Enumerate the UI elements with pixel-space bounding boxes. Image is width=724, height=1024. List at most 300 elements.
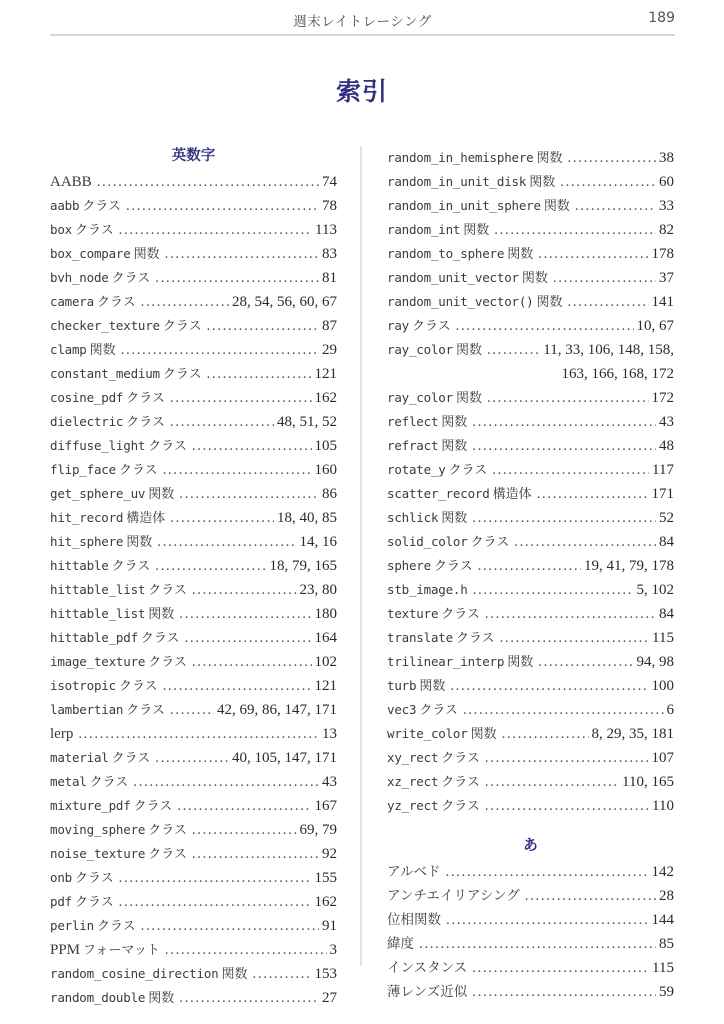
index-entry-pages: 141 xyxy=(651,294,674,310)
index-entry[interactable] xyxy=(387,932,674,956)
index-entry-pages: 28, 54, 56, 60, 67 xyxy=(232,294,337,310)
index-entry[interactable] xyxy=(50,314,337,338)
running-head-title: 週末レイトレーシング xyxy=(293,14,432,30)
dot-leader xyxy=(492,458,649,474)
index-entry-kind: 構造体 xyxy=(126,511,166,526)
index-entry-pages: 92 xyxy=(322,846,337,862)
dot-leader xyxy=(192,842,319,858)
dot-leader xyxy=(487,338,540,354)
dot-leader xyxy=(119,866,312,882)
index-entry[interactable] xyxy=(387,650,674,674)
index-entry-pages: 167 xyxy=(314,798,337,814)
index-entry-kind: クラス xyxy=(133,799,173,814)
index-entry-pages: 29 xyxy=(322,342,337,358)
index-entry[interactable] xyxy=(50,506,337,530)
index-entry-term: write_color xyxy=(387,726,468,741)
index-entry-pages: 180 xyxy=(314,606,337,622)
index-entry-term: ray xyxy=(387,318,409,333)
dot-leader xyxy=(485,770,619,786)
index-entry-term: 位相関数 xyxy=(387,912,441,928)
dot-leader xyxy=(163,458,312,474)
index-entry-pages: 115 xyxy=(652,960,674,976)
page-title: 索引 xyxy=(335,77,388,106)
index-entry-term: ray_color xyxy=(387,390,453,405)
index-entry[interactable] xyxy=(387,266,674,290)
index-entry-term: onb xyxy=(50,870,72,885)
index-entry-kind: 関数 xyxy=(148,487,175,502)
index-entry-pages: 113 xyxy=(315,222,337,238)
dot-leader xyxy=(485,746,649,762)
index-entry-list-left xyxy=(50,170,337,1010)
dot-leader xyxy=(514,530,656,546)
index-entry-pages: 102 xyxy=(314,654,337,670)
index-entry-kind: クラス xyxy=(82,199,121,214)
index-entry-kind: 関数 xyxy=(221,967,248,982)
index-entry[interactable] xyxy=(387,410,674,434)
index-entry-kind: クラス xyxy=(126,391,165,406)
dot-leader xyxy=(207,362,312,378)
index-entry-pages: 78 xyxy=(322,198,337,214)
index-entry-term: random_cosine_direction xyxy=(50,966,219,981)
index-entry[interactable] xyxy=(387,290,674,314)
index-entry[interactable] xyxy=(387,458,674,482)
index-entry-term: yz_rect xyxy=(387,798,439,813)
index-entry[interactable] xyxy=(387,218,674,242)
index-entry-pages: 110, 165 xyxy=(622,774,674,790)
index-entry-pages: 162 xyxy=(314,894,337,910)
dot-leader xyxy=(141,914,319,930)
index-entry[interactable] xyxy=(50,338,337,362)
dot-leader xyxy=(472,506,656,522)
header-rule xyxy=(50,34,675,36)
index-entry[interactable] xyxy=(50,650,337,674)
index-entry-pages: 82 xyxy=(659,222,674,238)
dot-leader xyxy=(133,770,319,786)
dot-leader xyxy=(155,746,229,762)
index-entry-kind: クラス xyxy=(441,751,480,766)
dot-leader xyxy=(179,986,319,1002)
index-entry-pages: 3 xyxy=(329,942,337,958)
index-entry-kind: クラス xyxy=(148,655,187,670)
index-entry-kind: クラス xyxy=(411,319,451,334)
index-entry-list-right-bottom xyxy=(387,860,674,1004)
index-entry-term: lerp xyxy=(50,726,74,742)
dot-leader xyxy=(472,434,656,450)
index-entry-pages: 155 xyxy=(314,870,337,886)
index-entry-kind: クラス xyxy=(96,295,136,310)
index-entry-term: AABB xyxy=(50,174,92,190)
index-entry[interactable] xyxy=(387,674,674,698)
index-entry[interactable] xyxy=(50,530,337,554)
index-entry-kind: クラス xyxy=(111,559,151,574)
index-entry-kind: クラス xyxy=(162,367,202,382)
index-entry[interactable] xyxy=(50,266,337,290)
index-entry-pages: 18, 79, 165 xyxy=(269,558,337,574)
index-entry[interactable] xyxy=(387,770,674,794)
index-entry-pages: 110 xyxy=(652,798,674,814)
index-entry[interactable] xyxy=(50,434,337,458)
index-entry[interactable] xyxy=(387,482,674,506)
index-entry-kind: クラス xyxy=(148,847,187,862)
index-entry-term: perlin xyxy=(50,918,94,933)
index-entry-kind: クラス xyxy=(140,631,180,646)
column-divider xyxy=(360,146,362,966)
index-entry-pages: 59 xyxy=(659,984,674,1000)
index-entry-term: random_in_unit_disk xyxy=(387,174,527,189)
index-entry-kind: 関数 xyxy=(133,247,160,262)
index-column-left xyxy=(50,146,337,1010)
index-entry-kind: クラス xyxy=(148,583,187,598)
index-entry-kind: クラス xyxy=(455,631,495,646)
index-entry-pages: 18, 40, 85 xyxy=(277,510,337,526)
index-entry-term: scatter_record xyxy=(387,486,490,501)
index-entry-pages: 144 xyxy=(651,912,674,928)
section-heading-a: あ xyxy=(523,838,538,854)
index-entry[interactable] xyxy=(387,554,674,578)
index-entry-kind: 関数 xyxy=(536,151,563,166)
index-entry[interactable] xyxy=(387,746,674,770)
dot-leader xyxy=(485,602,656,618)
index-entry-pages: 121 xyxy=(314,678,337,694)
index-entry-kind: クラス xyxy=(419,703,458,718)
index-entry[interactable] xyxy=(50,554,337,578)
index-entry-kind: クラス xyxy=(96,919,136,934)
index-entry-pages: 87 xyxy=(322,318,337,334)
index-entry-pages: 40, 105, 147, 171 xyxy=(232,750,337,766)
dot-leader xyxy=(473,578,634,594)
index-entry[interactable] xyxy=(50,578,337,602)
index-entry-pages: 48 xyxy=(659,438,674,454)
index-entry[interactable] xyxy=(50,698,337,722)
index-entry-term: texture xyxy=(387,606,439,621)
dot-leader xyxy=(155,266,319,282)
index-entry-pages: 43 xyxy=(659,414,674,430)
index-entry-pages: 85 xyxy=(659,936,674,952)
index-entry[interactable] xyxy=(50,482,337,506)
dot-leader xyxy=(165,938,327,954)
index-entry-pages: 52 xyxy=(659,510,674,526)
index-entry[interactable] xyxy=(387,194,674,218)
index-entry-kind: 関数 xyxy=(455,343,482,358)
index-entry-term: moving_sphere xyxy=(50,822,146,837)
index-entry[interactable] xyxy=(387,314,674,338)
index-entry[interactable] xyxy=(50,242,337,266)
index-entry-term: image_texture xyxy=(50,654,146,669)
index-entry-kind: クラス xyxy=(148,823,187,838)
index-entry-term: 緯度 xyxy=(387,936,414,952)
index-entry[interactable] xyxy=(387,530,674,554)
index-entry-term: インスタンス xyxy=(387,960,468,976)
index-entry[interactable] xyxy=(50,938,337,962)
index-entry-term: hittable xyxy=(50,558,109,573)
index-entry-pages: 107 xyxy=(651,750,674,766)
index-entry[interactable] xyxy=(387,908,674,932)
index-entry-term: hittable_list xyxy=(50,606,146,621)
index-entry[interactable] xyxy=(50,986,337,1010)
index-entry-pages: 8, 29, 35, 181 xyxy=(591,726,674,742)
dot-leader xyxy=(170,386,312,402)
index-entry-pages: 84 xyxy=(659,534,674,550)
index-entry-term: random_in_hemisphere xyxy=(387,150,534,165)
dot-leader xyxy=(456,314,634,330)
index-entry-term: random_unit_vector xyxy=(387,270,519,285)
index-entry-pages: 162 xyxy=(314,390,337,406)
index-entry[interactable] xyxy=(387,338,674,362)
index-entry-pages: 117 xyxy=(652,462,674,478)
index-entry-pages: 60 xyxy=(659,174,674,190)
index-entry-pages: 172 xyxy=(651,390,674,406)
index-entry[interactable] xyxy=(387,602,674,626)
index-entry[interactable] xyxy=(50,770,337,794)
dot-leader xyxy=(155,554,266,570)
index-entry[interactable] xyxy=(387,980,674,1004)
index-entry-kind: クラス xyxy=(433,559,473,574)
index-entry[interactable] xyxy=(50,410,337,434)
index-entry-kind: クラス xyxy=(126,703,165,718)
index-entry-term: random_int xyxy=(387,222,461,237)
dot-leader xyxy=(538,242,648,258)
index-entry[interactable] xyxy=(387,242,674,266)
index-entry[interactable] xyxy=(387,698,674,722)
dot-leader xyxy=(502,722,589,738)
index-entry-pages: 19, 41, 79, 178 xyxy=(584,558,674,574)
dot-leader xyxy=(119,890,312,906)
index-entry-pages: 178 xyxy=(651,246,674,262)
dot-leader xyxy=(163,674,312,690)
dot-leader xyxy=(97,170,319,186)
index-entry[interactable] xyxy=(50,362,337,386)
dot-leader xyxy=(494,218,656,234)
index-entry-kind: クラス xyxy=(162,319,202,334)
index-entry[interactable] xyxy=(50,626,337,650)
index-entry-term: dielectric xyxy=(50,414,124,429)
dot-leader xyxy=(487,386,649,402)
index-entry-term: xz_rect xyxy=(387,774,439,789)
index-entry-kind: 関数 xyxy=(463,223,490,238)
index-entry-term: metal xyxy=(50,774,87,789)
index-entry-term: lambertian xyxy=(50,702,124,717)
index-entry[interactable] xyxy=(50,842,337,866)
index-entry[interactable] xyxy=(50,890,337,914)
page-number: 189 xyxy=(648,10,675,26)
index-entry-pages: 37 xyxy=(659,270,674,286)
dot-leader xyxy=(253,962,312,978)
index-entry-kind: クラス xyxy=(441,799,480,814)
dot-leader xyxy=(78,722,319,738)
index-entry-pages: 28 xyxy=(659,888,674,904)
index-entry-pages: 164 xyxy=(314,630,337,646)
dot-leader xyxy=(126,194,319,210)
index-entry-pages: 6 xyxy=(666,702,674,718)
dot-leader xyxy=(192,434,312,450)
index-entry[interactable] xyxy=(50,746,337,770)
index-entry-pages: 171 xyxy=(651,486,674,502)
index-column-right xyxy=(387,146,674,1004)
index-entry[interactable] xyxy=(50,194,337,218)
index-entry[interactable] xyxy=(50,290,337,314)
dot-leader xyxy=(179,482,319,498)
index-entry-term: box_compare xyxy=(50,246,131,261)
index-entry-kind: クラス xyxy=(441,775,480,790)
index-entry-term: schlick xyxy=(387,510,439,525)
index-entry[interactable] xyxy=(387,146,674,170)
index-entry-pages: 48, 51, 52 xyxy=(277,414,337,430)
index-entry-term: clamp xyxy=(50,342,87,357)
index-entry[interactable] xyxy=(50,794,337,818)
index-entry-term: isotropic xyxy=(50,678,116,693)
index-entry-kind: クラス xyxy=(470,535,510,550)
index-entry-term: hit_sphere xyxy=(50,534,124,549)
dot-leader xyxy=(445,860,648,876)
index-entry-pages: 86 xyxy=(322,486,337,502)
index-entry[interactable] xyxy=(50,218,337,242)
index-entry-term: stb_image.h xyxy=(387,582,468,597)
dot-leader xyxy=(170,410,274,426)
index-entry[interactable] xyxy=(50,458,337,482)
index-entry-term: flip_face xyxy=(50,462,116,477)
index-entry-list-right-top xyxy=(387,146,674,818)
index-entry-term: solid_color xyxy=(387,534,468,549)
index-entry-term: vec3 xyxy=(387,702,417,717)
index-entry-pages: 69, 79 xyxy=(299,822,337,838)
index-entry-pages: 142 xyxy=(651,864,674,880)
index-entry[interactable] xyxy=(387,386,674,410)
index-entry[interactable] xyxy=(50,602,337,626)
index-entry[interactable] xyxy=(50,722,337,746)
dot-leader xyxy=(472,956,649,972)
index-entry[interactable] xyxy=(387,884,674,908)
dot-leader xyxy=(419,932,656,948)
index-entry[interactable] xyxy=(387,794,674,818)
index-entry-term: diffuse_light xyxy=(50,438,146,453)
index-entry[interactable] xyxy=(50,914,337,938)
index-entry[interactable] xyxy=(387,506,674,530)
index-entry-pages: 74 xyxy=(322,174,337,190)
index-entry-term: bvh_node xyxy=(50,270,109,285)
index-entry-term: camera xyxy=(50,294,94,309)
index-entry-pages: 42, 69, 86, 147, 171 xyxy=(217,702,337,718)
dot-leader xyxy=(568,290,649,306)
index-entry[interactable] xyxy=(387,860,674,884)
index-entry[interactable] xyxy=(50,866,337,890)
dot-leader xyxy=(192,578,297,594)
index-entry-term: material xyxy=(50,750,109,765)
index-entry-kind: 関数 xyxy=(536,295,563,310)
index-entry[interactable] xyxy=(50,386,337,410)
dot-leader xyxy=(472,980,656,996)
index-entry[interactable] xyxy=(387,722,674,746)
index-entry-term: cosine_pdf xyxy=(50,390,124,405)
dot-leader xyxy=(500,626,649,642)
index-entry-kind: クラス xyxy=(89,775,129,790)
index-entry-pages: 83 xyxy=(322,246,337,262)
index-entry-pages: 38 xyxy=(659,150,674,166)
index-entry-pages: 84 xyxy=(659,606,674,622)
index-entry[interactable] xyxy=(387,956,674,980)
index-entry-kind: クラス xyxy=(126,415,165,430)
index-entry-kind: 関数 xyxy=(441,415,468,430)
index-entry-term: reflect xyxy=(387,414,439,429)
index-entry-kind: クラス xyxy=(118,679,158,694)
index-entry-kind: 関数 xyxy=(148,991,175,1006)
index-entry-kind: 関数 xyxy=(507,655,534,670)
index-entry[interactable] xyxy=(387,434,674,458)
section-heading-alphanumeric: 英数字 xyxy=(171,148,216,164)
index-entry-kind: 関数 xyxy=(89,343,116,358)
dot-leader xyxy=(185,626,312,642)
index-entry[interactable] xyxy=(387,626,674,650)
index-entry-kind: 関数 xyxy=(470,727,497,742)
dot-leader xyxy=(179,602,311,618)
dot-leader xyxy=(485,794,649,810)
index-entry-kind: クラス xyxy=(441,607,480,622)
dot-leader xyxy=(472,410,656,426)
index-entry-term: アルベド xyxy=(387,864,441,880)
index-entry[interactable] xyxy=(50,818,337,842)
index-entry-pages: 100 xyxy=(651,678,674,694)
index-entry[interactable] xyxy=(50,674,337,698)
index-entry-pages-continued: 163, 166, 168, 172 xyxy=(561,366,674,382)
index-entry-term: random_double xyxy=(50,990,146,1005)
index-entry-term: hittable_list xyxy=(50,582,146,597)
index-entry-kind: 構造体 xyxy=(492,487,532,502)
index-entry-pages: 13 xyxy=(322,726,337,742)
index-entry-pages: 23, 80 xyxy=(299,582,337,598)
index-entry-kind: 関数 xyxy=(148,607,175,622)
index-entry-kind: 関数 xyxy=(126,535,153,550)
index-entry-term: random_in_unit_sphere xyxy=(387,198,541,213)
dot-leader xyxy=(478,554,581,570)
index-entry-term: hittable_pdf xyxy=(50,630,138,645)
index-entry[interactable] xyxy=(50,170,337,194)
index-entry-pages: 91 xyxy=(322,918,337,934)
index-entry-term: refract xyxy=(387,438,439,453)
index-entry-kind: クラス xyxy=(111,271,151,286)
index-entry-term: get_sphere_uv xyxy=(50,486,146,501)
index-entry-kind: クラス xyxy=(118,463,158,478)
index-entry[interactable] xyxy=(50,962,337,986)
index-entry-pages: 11, 33, 106, 148, 158, xyxy=(543,342,674,358)
index-entry-pages: 27 xyxy=(322,990,337,1006)
index-entry-kind: クラス xyxy=(74,223,114,238)
dot-leader xyxy=(553,266,656,282)
index-entry-pages: 94, 98 xyxy=(636,654,674,670)
dot-leader xyxy=(207,314,319,330)
dot-leader xyxy=(450,674,648,690)
index-entry-kind: 関数 xyxy=(543,199,570,214)
index-entry-pages: 81 xyxy=(322,270,337,286)
index-entry-kind: クラス xyxy=(111,751,151,766)
index-entry-term: constant_medium xyxy=(50,366,160,381)
index-entry-term: xy_rect xyxy=(387,750,439,765)
dot-leader xyxy=(121,338,319,354)
index-entry-term: translate xyxy=(387,630,453,645)
index-entry-term: アンチエイリアシング xyxy=(387,888,520,904)
index-entry[interactable] xyxy=(387,170,674,194)
dot-leader xyxy=(192,818,297,834)
index-entry-term: box xyxy=(50,222,72,237)
index-entry-pages: 43 xyxy=(322,774,337,790)
index-entry-kind: 関数 xyxy=(419,679,446,694)
dot-leader xyxy=(446,908,649,924)
index-entry-pages: 33 xyxy=(659,198,674,214)
index-entry[interactable] xyxy=(387,578,674,602)
index-entry-pages: 153 xyxy=(314,966,337,982)
index-entry-term: trilinear_interp xyxy=(387,654,505,669)
dot-leader xyxy=(119,218,312,234)
index-entry-term: pdf xyxy=(50,894,72,909)
index-entry-term: random_unit_vector() xyxy=(387,294,534,309)
